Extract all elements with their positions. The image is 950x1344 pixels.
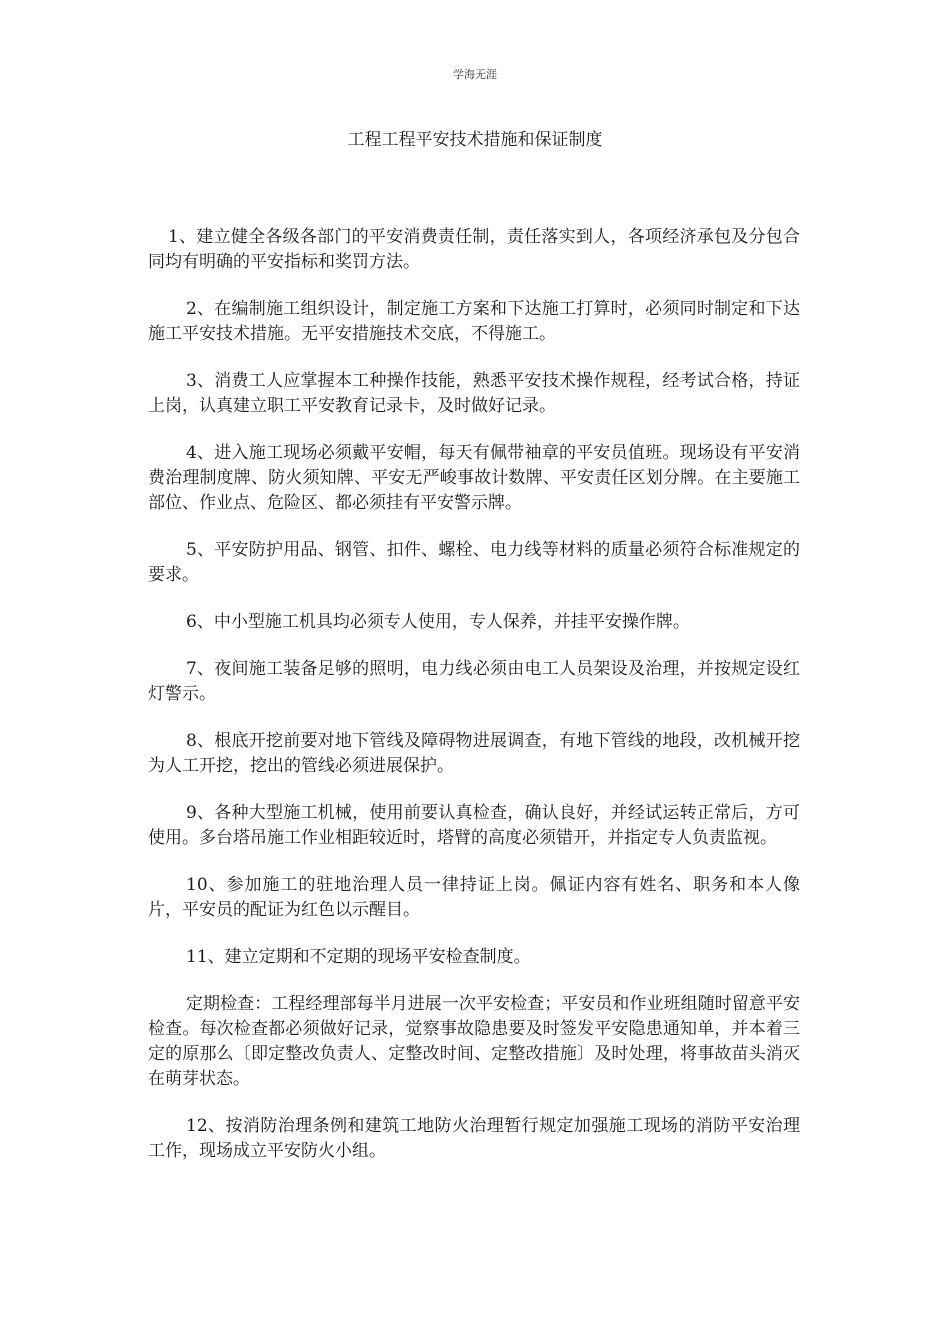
paragraph-5: 5、平安防护用品、钢管、扣件、螺栓、电力线等材料的质量必须符合标准规定的要求。 [148, 540, 800, 585]
header-note: 学海无涯 [453, 68, 497, 81]
document-body [148, 225, 800, 1186]
paragraph-7: 7、夜间施工装备足够的照明，电力线必须由电工人员架设及治理，并按规定设红灯警示。 [148, 659, 800, 704]
paragraph-3: 3、消费工人应掌握本工种操作技能，熟悉平安技术操作规程，经考试合格，持证上岗，认真建立职工平安教育记录卡，及时做好记录。 [148, 371, 800, 416]
paragraph-8: 8、根底开挖前要对地下管线及障碍物进展调查，有地下管线的地段，改机械开挖为人工开挖，挖出的管线必须进展保护。 [148, 731, 800, 776]
paragraph-2: 2、在编制施工组织设计，制定施工方案和下达施工打算时，必须同时制定和下达施工平安技术措施。无平安措施技术交底，不得施工。 [148, 299, 800, 344]
paragraph-10: 10、参加施工的驻地治理人员一律持证上岗。佩证内容有姓名、职务和本人像片，平安员的配证为红色以示醒目。 [148, 875, 800, 920]
paragraph-11: 11、建立定期和不定期的现场平安检查制度。 [186, 947, 531, 967]
paragraph-6: 6、中小型施工机具均必须专人使用，专人保养，并挂平安操作牌。 [186, 612, 690, 632]
document-title: 工程工程平安技术措施和保证制度 [347, 130, 603, 150]
paragraph-4: 4、进入施工现场必须戴平安帽，每天有佩带袖章的平安员值班。现场设有平安消费治理制度牌、防火须知牌、平安无严峻事故计数牌、平安责任区划分牌。在主要施工部位、作业点、危险区、都必须挂有平安警示牌。 [148, 443, 800, 513]
paragraph-9: 9、各种大型施工机械，使用前要认真检查，确认良好，并经试运转正常后，方可使用。多台塔吊施工作业相距较近时，塔臂的高度必须错开，并指定专人负责监视。 [148, 803, 800, 848]
paragraph-1: 1、建立健全各级各部门的平安消费责任制，责任落实到人，各项经济承包及分包合同均有明确的平安指标和奖罚方法。 [148, 227, 800, 272]
paragraph-periodic-inspection: 定期检查：工程经理部每半月进展一次平安检查；平安员和作业班组随时留意平安检查。每次检查都必须做好记录，觉察事故隐患要及时签发平安隐患通知单，并本着三定的原那么〔即定整改负责人、定整改时间、定整改措施〕及时处理，将事故苗头消灭在萌芽状态。 [148, 994, 800, 1089]
paragraph-12: 12、按消防治理条例和建筑工地防火治理暂行规定加强施工现场的消防平安治理工作，现场成立平安防火小组。 [148, 1116, 800, 1161]
